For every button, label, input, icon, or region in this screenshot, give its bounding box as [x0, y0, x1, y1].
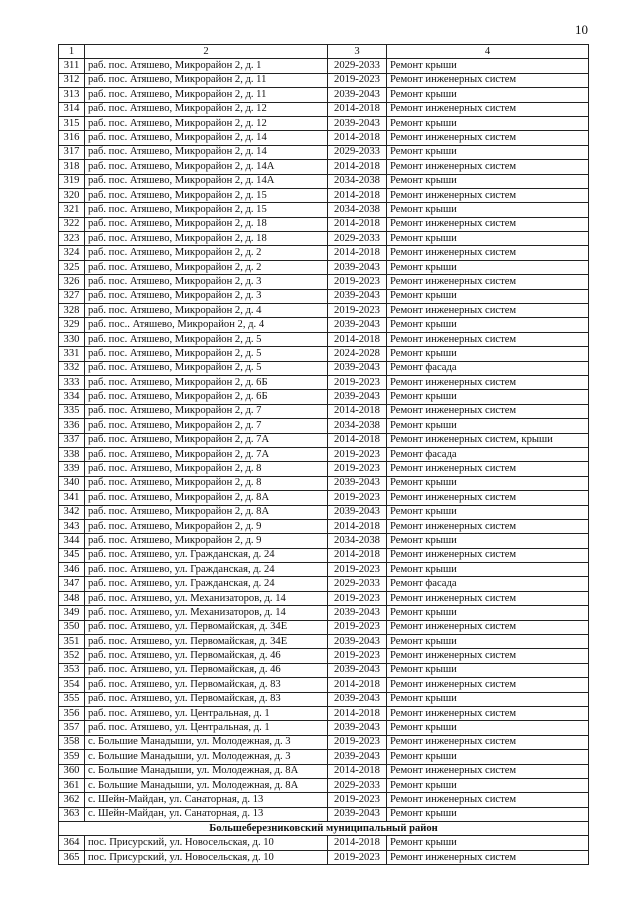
address-cell: с. Шейн-Майдан, ул. Санаторная, д. 13 — [85, 793, 328, 807]
work-type-cell: Ремонт инженерных систем — [387, 491, 589, 505]
row-number: 325 — [59, 260, 85, 274]
table-row — [59, 692, 589, 706]
address-cell: раб. пос. Атяшево, Микрорайон 2, д. 3 — [85, 289, 328, 303]
district-heading-row — [59, 822, 589, 836]
period-cell: 2039-2043 — [328, 361, 387, 375]
work-type-cell: Ремонт инженерных систем — [387, 462, 589, 476]
address-cell: раб. пос. Атяшево, Микрорайон 2, д. 6Б — [85, 375, 328, 389]
work-type-cell: Ремонт крыши — [387, 692, 589, 706]
row-number: 349 — [59, 606, 85, 620]
row-number: 343 — [59, 519, 85, 533]
period-cell: 2014-2018 — [328, 217, 387, 231]
work-type-cell: Ремонт инженерных систем — [387, 706, 589, 720]
row-number: 314 — [59, 102, 85, 116]
table-row — [59, 591, 589, 605]
table-row — [59, 678, 589, 692]
work-type-cell: Ремонт крыши — [387, 505, 589, 519]
row-number: 363 — [59, 807, 85, 821]
row-number: 350 — [59, 620, 85, 634]
address-cell: раб. пос. Атяшево, Микрорайон 2, д. 7А — [85, 433, 328, 447]
table-row — [59, 390, 589, 404]
work-type-cell: Ремонт инженерных систем — [387, 735, 589, 749]
address-cell: раб. пос. Атяшево, Микрорайон 2, д. 15 — [85, 203, 328, 217]
row-number: 359 — [59, 750, 85, 764]
row-number: 324 — [59, 246, 85, 260]
row-number: 344 — [59, 534, 85, 548]
period-cell: 2014-2018 — [328, 188, 387, 202]
period-cell: 2019-2023 — [328, 591, 387, 605]
table-row — [59, 735, 589, 749]
row-number: 337 — [59, 433, 85, 447]
table-row — [59, 73, 589, 87]
address-cell: раб. пос. Атяшево, Микрорайон 2, д. 12 — [85, 102, 328, 116]
column-number-row — [59, 45, 589, 59]
row-number: 342 — [59, 505, 85, 519]
period-cell: 2019-2023 — [328, 462, 387, 476]
period-cell: 2019-2023 — [328, 275, 387, 289]
period-cell: 2039-2043 — [328, 318, 387, 332]
table-body — [59, 45, 589, 865]
period-cell: 2039-2043 — [328, 476, 387, 490]
address-cell: раб. пос. Атяшево, Микрорайон 2, д. 2 — [85, 260, 328, 274]
row-number: 362 — [59, 793, 85, 807]
address-cell: раб. пос. Атяшево, Микрорайон 2, д. 12 — [85, 116, 328, 130]
address-cell: раб. пос. Атяшево, Микрорайон 2, д. 4 — [85, 304, 328, 318]
period-cell: 2019-2023 — [328, 620, 387, 634]
address-cell: раб. пос. Атяшево, Микрорайон 2, д. 14 — [85, 131, 328, 145]
work-type-cell: Ремонт крыши — [387, 778, 589, 792]
period-cell: 2014-2018 — [328, 160, 387, 174]
row-number: 328 — [59, 304, 85, 318]
table-row — [59, 347, 589, 361]
work-type-cell: Ремонт крыши — [387, 419, 589, 433]
row-number: 340 — [59, 476, 85, 490]
row-number: 332 — [59, 361, 85, 375]
period-cell: 2014-2018 — [328, 836, 387, 850]
period-cell: 2019-2023 — [328, 304, 387, 318]
work-type-cell: Ремонт инженерных систем — [387, 275, 589, 289]
row-number: 358 — [59, 735, 85, 749]
address-cell: раб. пос. Атяшево, Микрорайон 2, д. 18 — [85, 217, 328, 231]
address-cell: раб. пос. Атяшево, ул. Первомайская, д. 83 — [85, 692, 328, 706]
work-type-cell: Ремонт инженерных систем — [387, 404, 589, 418]
row-number: 327 — [59, 289, 85, 303]
work-type-cell: Ремонт крыши — [387, 563, 589, 577]
table-row — [59, 635, 589, 649]
table-row — [59, 447, 589, 461]
address-cell: раб. пос. Атяшево, ул. Гражданская, д. 24 — [85, 577, 328, 591]
address-cell: раб. пос. Атяшево, ул. Первомайская, д. 46 — [85, 663, 328, 677]
table-row — [59, 232, 589, 246]
table-row — [59, 649, 589, 663]
table-row — [59, 289, 589, 303]
row-number: 361 — [59, 778, 85, 792]
work-type-cell: Ремонт крыши — [387, 476, 589, 490]
row-number: 346 — [59, 563, 85, 577]
period-cell: 2014-2018 — [328, 404, 387, 418]
table-row — [59, 217, 589, 231]
address-cell: с. Шейн-Майдан, ул. Санаторная, д. 13 — [85, 807, 328, 821]
table-row — [59, 131, 589, 145]
work-type-cell: Ремонт крыши — [387, 750, 589, 764]
work-type-cell: Ремонт крыши — [387, 260, 589, 274]
work-type-cell: Ремонт инженерных систем — [387, 764, 589, 778]
table-row — [59, 174, 589, 188]
work-type-cell: Ремонт крыши — [387, 807, 589, 821]
table-row — [59, 563, 589, 577]
column-number-1: 1 — [59, 45, 85, 59]
row-number: 352 — [59, 649, 85, 663]
address-cell: раб. пос. Атяшево, Микрорайон 2, д. 5 — [85, 332, 328, 346]
work-type-cell: Ремонт инженерных систем — [387, 160, 589, 174]
work-type-cell: Ремонт инженерных систем — [387, 793, 589, 807]
table-row — [59, 548, 589, 562]
table-row — [59, 332, 589, 346]
row-number: 315 — [59, 116, 85, 130]
row-number: 329 — [59, 318, 85, 332]
period-cell: 2039-2043 — [328, 635, 387, 649]
period-cell: 2019-2023 — [328, 447, 387, 461]
period-cell: 2014-2018 — [328, 332, 387, 346]
table-row — [59, 160, 589, 174]
period-cell: 2019-2023 — [328, 793, 387, 807]
period-cell: 2029-2033 — [328, 577, 387, 591]
address-cell: раб. пос. Атяшево, Микрорайон 2, д. 1 — [85, 59, 328, 73]
row-number: 316 — [59, 131, 85, 145]
period-cell: 2014-2018 — [328, 764, 387, 778]
work-type-cell: Ремонт инженерных систем — [387, 217, 589, 231]
address-cell: раб. пос. Атяшево, Микрорайон 2, д. 7А — [85, 447, 328, 461]
work-type-cell: Ремонт инженерных систем — [387, 375, 589, 389]
column-number-4: 4 — [387, 45, 589, 59]
row-number: 321 — [59, 203, 85, 217]
period-cell: 2014-2018 — [328, 433, 387, 447]
table-row — [59, 663, 589, 677]
work-type-cell: Ремонт крыши — [387, 534, 589, 548]
address-cell: раб. пос. Атяшево, Микрорайон 2, д. 9 — [85, 534, 328, 548]
period-cell: 2014-2018 — [328, 246, 387, 260]
page-number: 10 — [575, 22, 588, 37]
address-cell: раб. пос. Атяшево, Микрорайон 2, д. 8А — [85, 491, 328, 505]
table-row — [59, 203, 589, 217]
table-row — [59, 433, 589, 447]
period-cell: 2039-2043 — [328, 260, 387, 274]
table-row — [59, 462, 589, 476]
table-row — [59, 476, 589, 490]
row-number: 355 — [59, 692, 85, 706]
row-number: 338 — [59, 447, 85, 461]
work-type-cell: Ремонт крыши — [387, 116, 589, 130]
row-number: 356 — [59, 706, 85, 720]
period-cell: 2029-2033 — [328, 232, 387, 246]
work-type-cell: Ремонт крыши — [387, 318, 589, 332]
address-cell: раб. пос. Атяшево, Микрорайон 2, д. 6Б — [85, 390, 328, 404]
row-number: 348 — [59, 591, 85, 605]
period-cell: 2029-2033 — [328, 778, 387, 792]
table-row — [59, 260, 589, 274]
period-cell: 2019-2023 — [328, 735, 387, 749]
table-row — [59, 519, 589, 533]
table-row — [59, 419, 589, 433]
table-row — [59, 145, 589, 159]
work-type-cell: Ремонт фасада — [387, 577, 589, 591]
row-number: 320 — [59, 188, 85, 202]
address-cell: раб. пос. Атяшево, ул. Центральная, д. 1 — [85, 706, 328, 720]
period-cell: 2014-2018 — [328, 678, 387, 692]
work-type-cell: Ремонт крыши — [387, 59, 589, 73]
address-cell: раб. пос. Атяшево, ул. Первомайская, д. 46 — [85, 649, 328, 663]
table-row — [59, 764, 589, 778]
row-number: 339 — [59, 462, 85, 476]
address-cell: раб. пос. Атяшево, ул. Механизаторов, д. 14 — [85, 606, 328, 620]
work-type-cell: Ремонт фасада — [387, 447, 589, 461]
row-number: 323 — [59, 232, 85, 246]
work-type-cell: Ремонт крыши — [387, 347, 589, 361]
row-number: 322 — [59, 217, 85, 231]
row-number: 335 — [59, 404, 85, 418]
work-type-cell: Ремонт инженерных систем — [387, 850, 589, 864]
address-cell: раб. пос. Атяшево, Микрорайон 2, д. 2 — [85, 246, 328, 260]
address-cell: раб. пос.. Атяшево, Микрорайон 2, д. 4 — [85, 318, 328, 332]
address-cell: раб. пос. Атяшево, Микрорайон 2, д. 7 — [85, 404, 328, 418]
table-row — [59, 404, 589, 418]
table-row — [59, 807, 589, 821]
address-cell: раб. пос. Атяшево, Микрорайон 2, д. 14 — [85, 145, 328, 159]
address-cell: раб. пос. Атяшево, Микрорайон 2, д. 15 — [85, 188, 328, 202]
work-type-cell: Ремонт инженерных систем — [387, 304, 589, 318]
address-cell: раб. пос. Атяшево, Микрорайон 2, д. 14А — [85, 174, 328, 188]
period-cell: 2014-2018 — [328, 548, 387, 562]
row-number: 365 — [59, 850, 85, 864]
work-type-cell: Ремонт крыши — [387, 606, 589, 620]
address-cell: с. Большие Манадыши, ул. Молодежная, д. 3 — [85, 750, 328, 764]
work-type-cell: Ремонт инженерных систем — [387, 620, 589, 634]
period-cell: 2029-2033 — [328, 145, 387, 159]
work-type-cell: Ремонт крыши — [387, 663, 589, 677]
work-type-cell: Ремонт инженерных систем — [387, 246, 589, 260]
table-row — [59, 304, 589, 318]
table-row — [59, 491, 589, 505]
row-number: 336 — [59, 419, 85, 433]
row-number: 334 — [59, 390, 85, 404]
work-type-cell: Ремонт крыши — [387, 836, 589, 850]
address-cell: с. Большие Манадыши, ул. Молодежная, д. 8А — [85, 778, 328, 792]
period-cell: 2039-2043 — [328, 692, 387, 706]
work-type-cell: Ремонт инженерных систем — [387, 73, 589, 87]
period-cell: 2034-2038 — [328, 203, 387, 217]
work-type-cell: Ремонт инженерных систем — [387, 548, 589, 562]
district-heading: Большеберезниковский муниципальный район — [59, 822, 589, 836]
column-number-2: 2 — [85, 45, 328, 59]
period-cell: 2034-2038 — [328, 174, 387, 188]
work-type-cell: Ремонт крыши — [387, 174, 589, 188]
period-cell: 2029-2033 — [328, 59, 387, 73]
period-cell: 2014-2018 — [328, 706, 387, 720]
period-cell: 2039-2043 — [328, 505, 387, 519]
address-cell: раб. пос. Атяшево, Микрорайон 2, д. 8 — [85, 462, 328, 476]
work-type-cell: Ремонт крыши — [387, 635, 589, 649]
table-row — [59, 102, 589, 116]
work-type-cell: Ремонт инженерных систем — [387, 591, 589, 605]
row-number: 333 — [59, 375, 85, 389]
period-cell: 2019-2023 — [328, 375, 387, 389]
work-type-cell: Ремонт инженерных систем — [387, 519, 589, 533]
period-cell: 2034-2038 — [328, 419, 387, 433]
period-cell: 2039-2043 — [328, 390, 387, 404]
table-row — [59, 721, 589, 735]
address-cell: раб. пос. Атяшево, Микрорайон 2, д. 3 — [85, 275, 328, 289]
address-cell: раб. пос. Атяшево, ул. Первомайская, д. 83 — [85, 678, 328, 692]
period-cell: 2019-2023 — [328, 73, 387, 87]
address-cell: раб. пос. Атяшево, Микрорайон 2, д. 11 — [85, 88, 328, 102]
address-cell: раб. пос. Атяшево, Микрорайон 2, д. 18 — [85, 232, 328, 246]
address-cell: раб. пос. Атяшево, ул. Центральная, д. 1 — [85, 721, 328, 735]
table-row — [59, 375, 589, 389]
table-row — [59, 505, 589, 519]
row-number: 354 — [59, 678, 85, 692]
period-cell: 2014-2018 — [328, 102, 387, 116]
period-cell: 2039-2043 — [328, 289, 387, 303]
column-number-3: 3 — [328, 45, 387, 59]
period-cell: 2019-2023 — [328, 850, 387, 864]
period-cell: 2034-2038 — [328, 534, 387, 548]
table-row — [59, 534, 589, 548]
work-type-cell: Ремонт крыши — [387, 232, 589, 246]
address-cell: раб. пос. Атяшево, ул. Гражданская, д. 24 — [85, 548, 328, 562]
row-number: 364 — [59, 836, 85, 850]
work-type-cell: Ремонт инженерных систем — [387, 188, 589, 202]
table-row — [59, 577, 589, 591]
address-cell: раб. пос. Атяшево, Микрорайон 2, д. 14А — [85, 160, 328, 174]
table-row — [59, 59, 589, 73]
period-cell: 2039-2043 — [328, 606, 387, 620]
address-cell: раб. пос. Атяшево, Микрорайон 2, д. 5 — [85, 347, 328, 361]
work-type-cell: Ремонт крыши — [387, 203, 589, 217]
address-cell: раб. пос. Атяшево, Микрорайон 2, д. 5 — [85, 361, 328, 375]
row-number: 331 — [59, 347, 85, 361]
address-cell: раб. пос. Атяшево, ул. Механизаторов, д. 14 — [85, 591, 328, 605]
row-number: 345 — [59, 548, 85, 562]
table-row — [59, 275, 589, 289]
address-cell: раб. пос. Атяшево, ул. Гражданская, д. 24 — [85, 563, 328, 577]
table-row — [59, 361, 589, 375]
table-row — [59, 318, 589, 332]
row-number: 319 — [59, 174, 85, 188]
table-row — [59, 188, 589, 202]
table-row — [59, 850, 589, 864]
period-cell: 2014-2018 — [328, 131, 387, 145]
work-type-cell: Ремонт инженерных систем — [387, 131, 589, 145]
table-row — [59, 793, 589, 807]
table-row — [59, 606, 589, 620]
address-cell: пос. Присурский, ул. Новосельская, д. 10 — [85, 850, 328, 864]
row-number: 347 — [59, 577, 85, 591]
address-cell: раб. пос. Атяшево, Микрорайон 2, д. 8 — [85, 476, 328, 490]
table-row — [59, 778, 589, 792]
row-number: 318 — [59, 160, 85, 174]
work-type-cell: Ремонт инженерных систем, крыши — [387, 433, 589, 447]
row-number: 311 — [59, 59, 85, 73]
period-cell: 2039-2043 — [328, 663, 387, 677]
work-type-cell: Ремонт крыши — [387, 145, 589, 159]
row-number: 351 — [59, 635, 85, 649]
table-row — [59, 706, 589, 720]
period-cell: 2039-2043 — [328, 807, 387, 821]
address-cell: раб. пос. Атяшево, Микрорайон 2, д. 7 — [85, 419, 328, 433]
address-cell: пос. Присурский, ул. Новосельская, д. 10 — [85, 836, 328, 850]
row-number: 330 — [59, 332, 85, 346]
table-row — [59, 620, 589, 634]
address-cell: раб. пос. Атяшево, Микрорайон 2, д. 11 — [85, 73, 328, 87]
row-number: 317 — [59, 145, 85, 159]
row-number: 312 — [59, 73, 85, 87]
work-type-cell: Ремонт инженерных систем — [387, 332, 589, 346]
period-cell: 2014-2018 — [328, 519, 387, 533]
work-type-cell: Ремонт инженерных систем — [387, 102, 589, 116]
address-cell: раб. пос. Атяшево, Микрорайон 2, д. 9 — [85, 519, 328, 533]
work-type-cell: Ремонт фасада — [387, 361, 589, 375]
address-cell: с. Большие Манадыши, ул. Молодежная, д. 8А — [85, 764, 328, 778]
work-type-cell: Ремонт инженерных систем — [387, 649, 589, 663]
period-cell: 2019-2023 — [328, 563, 387, 577]
work-type-cell: Ремонт инженерных систем — [387, 678, 589, 692]
period-cell: 2039-2043 — [328, 116, 387, 130]
table-row — [59, 750, 589, 764]
table-row — [59, 116, 589, 130]
period-cell: 2019-2023 — [328, 649, 387, 663]
work-type-cell: Ремонт крыши — [387, 390, 589, 404]
capital-repair-table — [58, 44, 589, 865]
period-cell: 2039-2043 — [328, 750, 387, 764]
address-cell: раб. пос. Атяшево, Микрорайон 2, д. 8А — [85, 505, 328, 519]
row-number: 357 — [59, 721, 85, 735]
row-number: 313 — [59, 88, 85, 102]
table-row — [59, 88, 589, 102]
period-cell: 2024-2028 — [328, 347, 387, 361]
row-number: 326 — [59, 275, 85, 289]
row-number: 360 — [59, 764, 85, 778]
table-row — [59, 246, 589, 260]
work-type-cell: Ремонт крыши — [387, 88, 589, 102]
period-cell: 2039-2043 — [328, 88, 387, 102]
work-type-cell: Ремонт крыши — [387, 289, 589, 303]
address-cell: раб. пос. Атяшево, ул. Первомайская, д. 34Е — [85, 620, 328, 634]
period-cell: 2039-2043 — [328, 721, 387, 735]
work-type-cell: Ремонт крыши — [387, 721, 589, 735]
address-cell: с. Большие Манадыши, ул. Молодежная, д. 3 — [85, 735, 328, 749]
row-number: 353 — [59, 663, 85, 677]
row-number: 341 — [59, 491, 85, 505]
table-row — [59, 836, 589, 850]
period-cell: 2019-2023 — [328, 491, 387, 505]
address-cell: раб. пос. Атяшево, ул. Первомайская, д. 34Е — [85, 635, 328, 649]
